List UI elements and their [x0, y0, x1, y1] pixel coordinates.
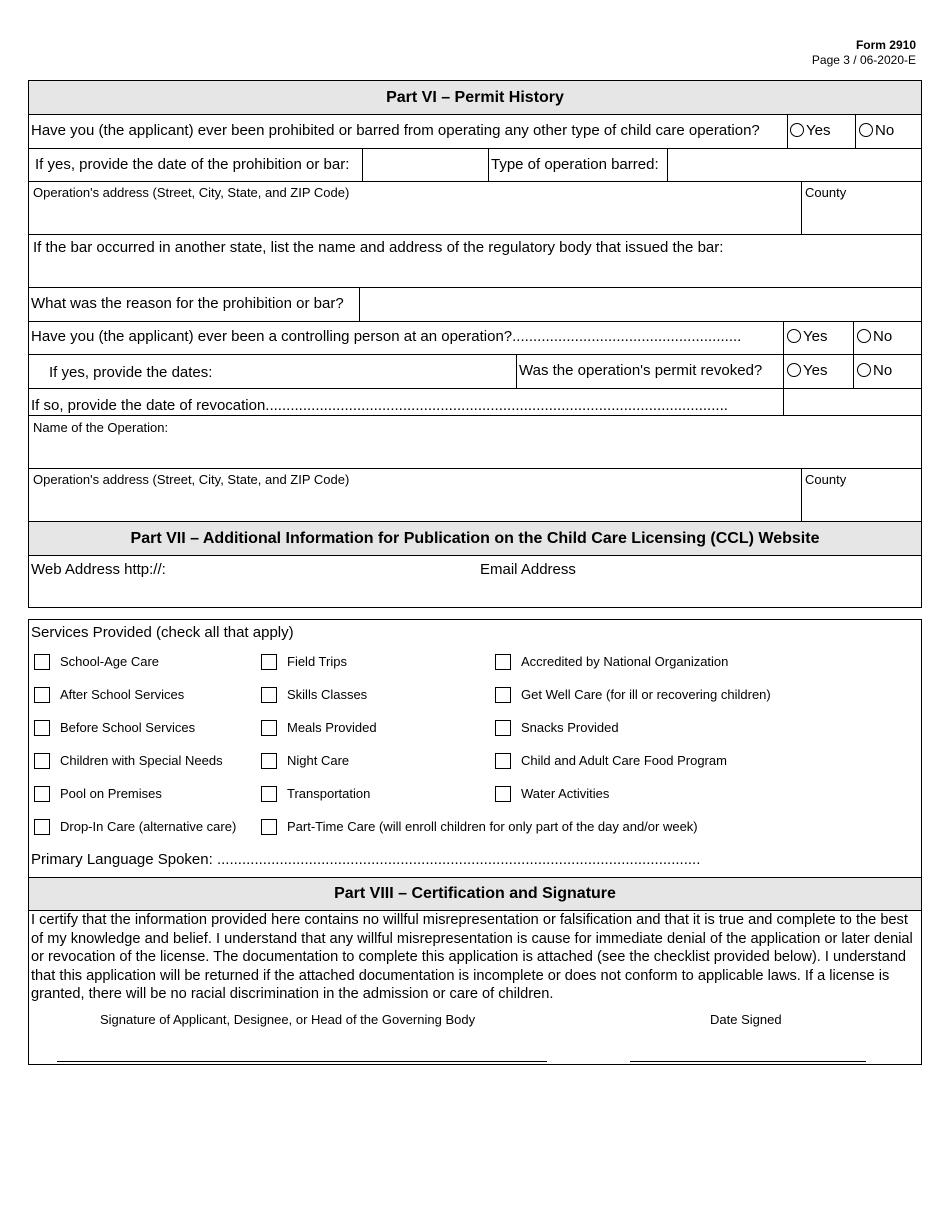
date-signed-label: Date Signed	[710, 1012, 782, 1027]
controlling-yes-radio[interactable]: Yes	[787, 328, 827, 345]
label-drop-in-care: Drop-In Care (alternative care)	[60, 819, 237, 834]
page-info: Page 3 / 06-2020-E	[811, 53, 916, 67]
checkbox-skills-classes[interactable]	[261, 687, 277, 703]
county-field[interactable]	[802, 201, 920, 234]
checkbox-food-program[interactable]	[495, 753, 511, 769]
other-state-label: If the bar occurred in another state, list the name and address of the regulatory body that issued the bar:	[33, 239, 724, 256]
part6-part7-section	[28, 80, 922, 608]
date-signed-line[interactable]	[630, 1061, 866, 1062]
checkbox-before-school-services[interactable]	[34, 720, 50, 736]
reason-label: What was the reason for the prohibition or bar?	[31, 295, 344, 312]
checkbox-night-care[interactable]	[261, 753, 277, 769]
operation-address-2-field[interactable]	[29, 488, 801, 521]
operation-address-2-label: Operation's address (Street, City, State, and ZIP Code)	[33, 472, 350, 487]
radio-circle-icon	[857, 363, 871, 377]
checkbox-children-special-needs[interactable]	[34, 753, 50, 769]
checkbox-get-well-care[interactable]	[495, 687, 511, 703]
signature-line[interactable]	[57, 1061, 547, 1062]
checkbox-water-activities[interactable]	[495, 786, 511, 802]
part6-title: Part VI – Permit History	[29, 81, 921, 114]
other-state-field[interactable]	[29, 259, 920, 287]
checkbox-transportation[interactable]	[261, 786, 277, 802]
label-before-school-services: Before School Services	[60, 720, 196, 735]
web-address-field[interactable]	[29, 581, 469, 607]
part7-title: Part VII – Additional Information for Publication on the Child Care Licensing (CCL) Website	[29, 522, 921, 555]
checkbox-school-age-care[interactable]	[34, 654, 50, 670]
label-get-well-care: Get Well Care (for ill or recovering children)	[521, 687, 771, 702]
controlling-no-radio[interactable]: No	[857, 328, 892, 345]
form-header	[812, 38, 916, 68]
controlling-question: Have you (the applicant) ever been a controlling person at an operation?.......................................................	[31, 328, 742, 345]
operation-address-label: Operation's address (Street, City, State, and ZIP Code)	[33, 185, 350, 200]
label-pool-on-premises: Pool on Premises	[60, 786, 162, 801]
revocation-date-label: If so, provide the date of revocation...............................................................................................................	[31, 397, 728, 414]
prohibited-yes-radio[interactable]: Yes	[790, 122, 830, 139]
radio-circle-icon	[787, 329, 801, 343]
label-food-program: Child and Adult Care Food Program	[521, 753, 727, 768]
label-field-trips: Field Trips	[287, 654, 347, 669]
revoked-yes-radio[interactable]: Yes	[787, 362, 827, 379]
label-school-age-care: School-Age Care	[60, 654, 159, 669]
primary-language-field[interactable]	[227, 848, 727, 872]
signature-label: Signature of Applicant, Designee, or Head of the Governing Body	[100, 1012, 476, 1027]
prohibition-date-field[interactable]	[363, 149, 488, 181]
permit-revoked-question: Was the operation's permit revoked?	[519, 362, 763, 379]
label-meals-provided: Meals Provided	[287, 720, 377, 735]
type-barred-label: Type of operation barred:	[491, 156, 659, 173]
checkbox-part-time-care[interactable]	[261, 819, 277, 835]
revoked-no-radio[interactable]: No	[857, 362, 892, 379]
checkbox-after-school-services[interactable]	[34, 687, 50, 703]
radio-circle-icon	[859, 123, 873, 137]
dates-field[interactable]	[219, 355, 516, 388]
dates-label: If yes, provide the dates:	[49, 364, 213, 381]
label-water-activities: Water Activities	[521, 786, 610, 801]
form-number: Form 2910	[855, 38, 916, 52]
label-skills-classes: Skills Classes	[287, 687, 368, 702]
operation-name-field[interactable]	[29, 437, 920, 467]
checkbox-field-trips[interactable]	[261, 654, 277, 670]
revocation-date-field[interactable]	[784, 389, 920, 415]
services-heading: Services Provided (check all that apply)	[31, 624, 294, 641]
checkbox-drop-in-care[interactable]	[34, 819, 50, 835]
certification-text: I certify that the information provided here contains no willful misrepresentation or falsification and that it is true and complete to the best of my knowledge and belief. I understand that any willful misrepresentation is cause for immediate denial of the application or later denial or revocation of the license. The documentation to complete this application is attached (see the checklist provided below). I understand that this application will be returned if the attached documentation is incomplete or does not conform to applicable laws. If a license is granted, there will be no racial discrimination in the admission or care of children.	[31, 912, 913, 1003]
primary-language-label: Primary Language Spoken: ....................................................................................................................	[31, 851, 701, 868]
label-snacks-provided: Snacks Provided	[521, 720, 619, 735]
services-part8-section	[28, 619, 922, 1065]
prohibited-no-radio[interactable]: No	[859, 122, 894, 139]
radio-circle-icon	[790, 123, 804, 137]
email-address-field[interactable]	[475, 581, 920, 607]
label-after-school-services: After School Services	[60, 687, 185, 702]
email-address-label: Email Address	[480, 561, 576, 578]
county-label: County	[805, 185, 847, 200]
web-address-label: Web Address http://:	[31, 561, 166, 578]
county-2-label: County	[805, 472, 847, 487]
type-barred-field[interactable]	[668, 149, 920, 181]
checkbox-meals-provided[interactable]	[261, 720, 277, 736]
label-night-care: Night Care	[287, 753, 350, 768]
checkbox-accredited[interactable]	[495, 654, 511, 670]
radio-circle-icon	[857, 329, 871, 343]
operation-address-field[interactable]	[29, 201, 801, 234]
label-accredited: Accredited by National Organization	[521, 654, 729, 669]
certification-block	[29, 910, 921, 1064]
reason-field[interactable]	[360, 288, 920, 321]
checkbox-snacks-provided[interactable]	[495, 720, 511, 736]
label-transportation: Transportation	[287, 786, 371, 801]
county-2-field[interactable]	[802, 488, 920, 521]
checkbox-pool-on-premises[interactable]	[34, 786, 50, 802]
label-children-special-needs: Children with Special Needs	[60, 753, 223, 768]
operation-name-label: Name of the Operation:	[33, 420, 169, 435]
prohibited-question: Have you (the applicant) ever been prohibited or barred from operating any other type of child care operation?	[31, 122, 760, 139]
part8-title: Part VIII – Certification and Signature	[29, 878, 921, 910]
prohibition-date-label: If yes, provide the date of the prohibition or bar:	[35, 156, 350, 173]
radio-circle-icon	[787, 363, 801, 377]
label-part-time-care: Part-Time Care (will enroll children for only part of the day and/or week)	[287, 819, 698, 834]
